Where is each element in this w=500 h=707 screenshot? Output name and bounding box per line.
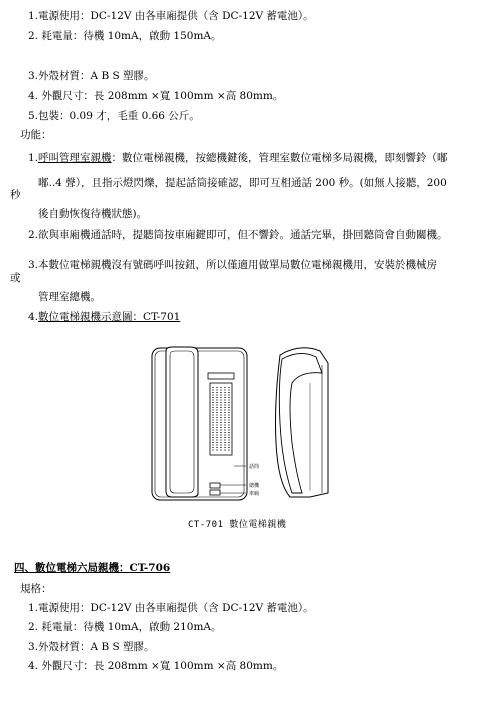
function-1-line-3: 後自動恢復待機狀態)。 [38,208,148,220]
front-grille [210,383,232,455]
function-1-text: ：數位電梯親機，按總機鍵後，管理室數位電梯多局親機，即刻響鈴（嘟 [111,152,448,164]
spec-line-5: 5.包裝：0.09 才，毛重 0.66 公斤。 [28,110,200,122]
function-3-line-2: 管理室總機。 [38,291,101,303]
spec2-line-3: 3.外殼材質：A B S 塑膠。 [28,641,155,653]
function-label: 功能： [20,129,52,141]
ct701-device-diagram [150,343,350,503]
call-management-room-title: 呼叫管理室親機 [38,152,112,164]
figure-caption: CT-701 數位電梯親機 [188,520,287,530]
function-1-wrap: 秒 [10,189,21,201]
label-master: 總機 [249,483,260,489]
front-handset [166,347,198,497]
function-4-prefix: 4. [28,311,39,323]
function-1-prefix: 1. [28,152,39,164]
spec-line-4: 4. 外觀尺寸：長 208mm ×寬 100mm ×高 80mm。 [28,90,284,102]
front-hook [208,373,234,379]
section-heading: 四、數位電梯六局親機：CT-706 [14,562,171,574]
spec-label: 規格： [20,583,52,595]
spec2-line-4: 4. 外觀尺寸：長 208mm ×寬 100mm ×高 80mm。 [28,660,284,672]
spec-line-3: 3.外殼材質：A B S 塑膠。 [28,70,155,82]
label-handset: 話筒 [249,464,260,470]
function-2: 2.欲與車廂機通話時，提聽筒按車廂鍵即可，但不響鈴。通話完畢，掛回聽筒會自動關機。 [28,229,448,241]
diagram-title: 數位電梯親機示意圖：CT-701 [38,311,181,323]
function-1-line-1 [28,152,448,165]
spec-line-2: 2. 耗電量：待機 10mA，啟動 150mA。 [28,30,222,42]
front-button-master [210,483,220,488]
spec-line-1: 1.電源使用：DC-12V 由各車廂提供（含 DC-12V 蓄電池）。 [28,10,314,22]
spec2-line-2: 2. 耗電量：待機 10mA，啟動 210mA。 [28,621,222,633]
front-button-car [210,490,220,495]
function-3-line-1: 3.本數位電梯親機沒有號碼呼叫按鈕，所以僅適用做單局數位電梯親機用，安裝於機械房 [28,259,438,271]
function-3-wrap: 或 [10,272,21,284]
label-car: 車廂 [249,491,260,497]
function-4 [28,311,180,324]
function-1-line-2: 嘟..4 聲），且指示燈閃爍，提起話筒接確認，即可互相通話 200 秒。(如無人接聽，200 [38,177,447,189]
spec2-line-1: 1.電源使用：DC-12V 由各車廂提供（含 DC-12V 蓄電池）。 [28,602,314,614]
